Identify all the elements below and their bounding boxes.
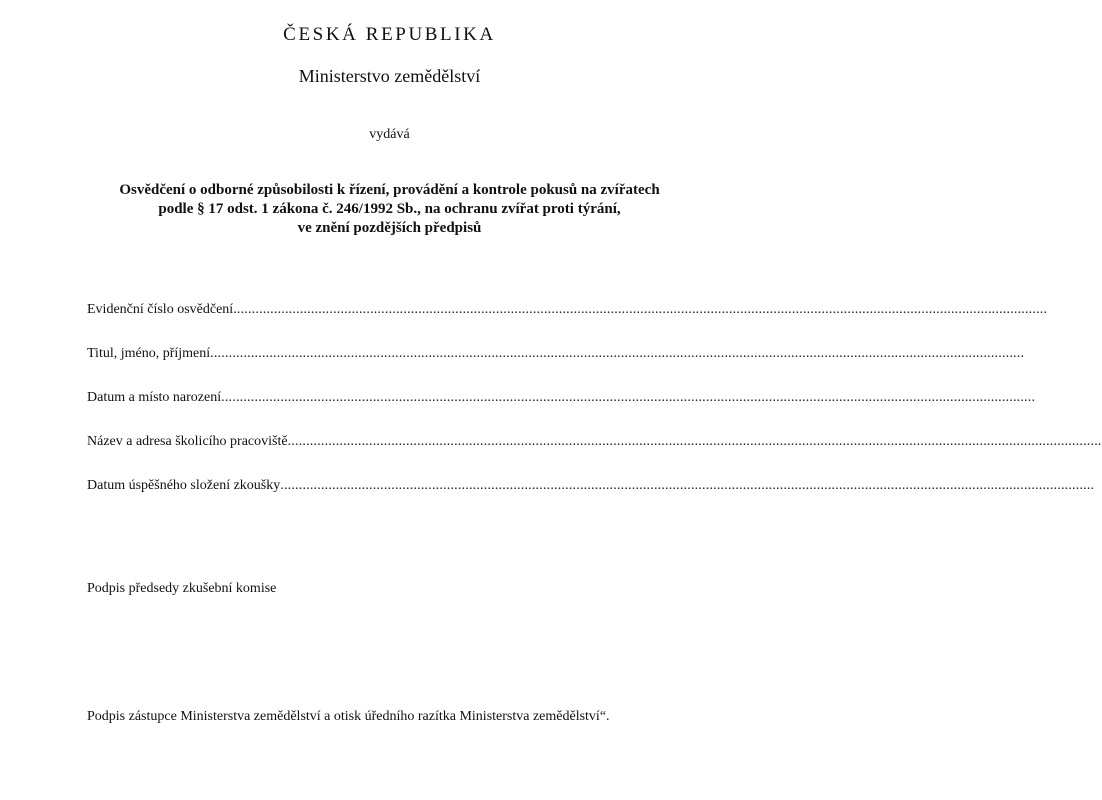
field-label: Evidenční číslo osvědčení [87, 302, 234, 317]
field-dotted-line: ............................................................................................................................................................................................................................ [210, 346, 1025, 361]
field-title-name-surname [87, 345, 1025, 363]
certificate-title-line-2: podle § 17 odst. 1 zákona č. 246/1992 Sb., na ochranu zvířat proti týrání, [158, 201, 621, 217]
country-heading: ČESKÁ REPUBLIKA [283, 24, 496, 45]
field-label: Titul, jméno, příjmení [87, 346, 211, 361]
field-training-workplace [87, 433, 1102, 451]
field-dotted-line: ............................................................................................................................................................................................................................ [280, 478, 1095, 493]
field-label: Datum a místo narození [87, 390, 222, 405]
certificate-title [0, 181, 779, 238]
issues-text: vydává [369, 127, 410, 142]
certificate-title-line-1: Osvědčení o odborné způsobilosti k řízení, provádění a kontrole pokusů na zvířatech [119, 182, 660, 198]
signature-ministry-label: Podpis zástupce Ministerstva zemědělství a otisk úředního razítka Ministerstva zemědělství“. [87, 709, 610, 724]
field-certificate-number [87, 301, 1048, 319]
signature-chair-label: Podpis předsedy zkušební komise [87, 581, 277, 596]
certificate-title-line-3: ve znění pozdějších předpisů [297, 220, 482, 236]
field-dotted-line: ............................................................................................................................................................................................................................ [233, 302, 1048, 317]
ministry-heading: Ministerstvo zemědělství [298, 66, 481, 86]
field-dotted-line: ............................................................................................................................................................................................................................ [287, 434, 1102, 449]
field-label: Datum úspěšného složení zkoušky [87, 478, 281, 493]
field-exam-date [87, 477, 1095, 495]
field-birth-date-place [87, 389, 1036, 407]
field-dotted-line: ............................................................................................................................................................................................................................ [221, 390, 1036, 405]
field-label: Název a adresa školicího pracoviště [87, 434, 288, 449]
